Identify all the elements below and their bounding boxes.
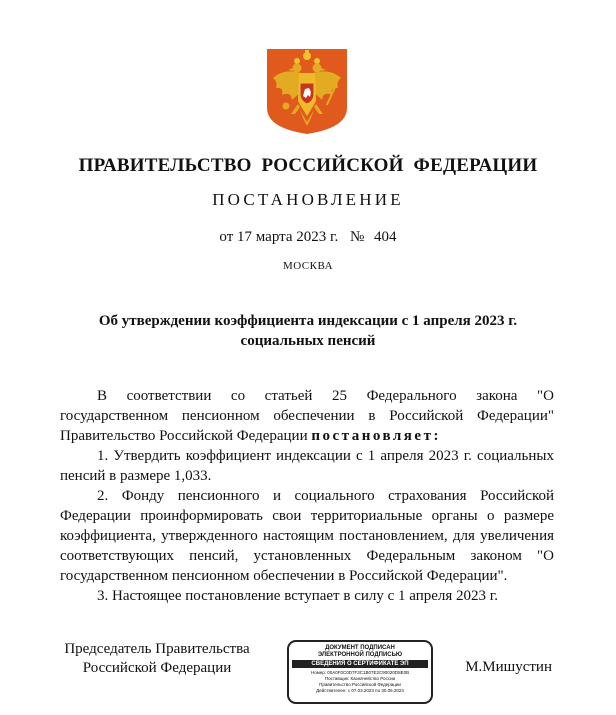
electronic-signature-stamp xyxy=(287,640,433,704)
heading-line-2: социальных пенсий xyxy=(240,333,376,349)
document-type: ПОСТАНОВЛЕНИЕ xyxy=(212,190,404,209)
clause-3: 3. Настоящее постановление вступает в силу с 1 апреля 2023 г. xyxy=(97,588,499,604)
document-date-line xyxy=(0,229,616,246)
position-line-1: Председатель Правительства xyxy=(64,641,250,657)
clause-1: 1. Утвердить коэффициент индексации с 1 апреля 2023 г. социальных пенсий в размере 1,033. xyxy=(60,448,554,484)
stamp-validity: Действителен: с 07.03.2023 по 30.05.2024 xyxy=(316,688,404,693)
government-title: ПРАВИТЕЛЬСТВО РОССИЙСКОЙ ФЕДЕРАЦИИ xyxy=(78,155,538,176)
intro-paragraph xyxy=(60,386,554,446)
stamp-serial: Номер: 00A0F0C0D7F3C1B07E2C90020D8E0B xyxy=(310,670,410,675)
stamp-certificate-bar: СВЕДЕНИЯ О СЕРТИФИКАТЕ ЭП xyxy=(292,660,428,668)
document-city: МОСКВА xyxy=(282,260,334,272)
russian-coat-of-arms-icon xyxy=(264,46,350,136)
document-date: от 17 марта 2023 г. xyxy=(219,229,339,245)
intro-text: В соответствии со статьей 25 Федерального закона "О государственном пенсионном обеспечении в Российской Федерации" Правительство Российской Федерации xyxy=(60,388,554,444)
signatory-name: М.Мишустин xyxy=(465,659,552,675)
signatory-position xyxy=(62,640,252,678)
heading-line-1: Об утверждении коэффициента индексации с 1 апреля 2023 г. xyxy=(98,313,518,329)
stamp-issuer: Поставщик: Казначейство России xyxy=(324,676,396,681)
position-line-2: Российской Федерации xyxy=(82,660,232,676)
stamp-title-2: ЭЛЕКТРОННОЙ ПОДПИСЬЮ xyxy=(317,652,403,658)
document-body xyxy=(60,386,554,606)
stamp-title-1: ДОКУМЕНТ ПОДПИСАН xyxy=(325,645,395,651)
document-heading xyxy=(80,311,536,351)
stamp-owner: Правительство Российской Федерации xyxy=(319,682,401,687)
document-number: № 404 xyxy=(350,229,397,245)
clause-2: 2. Фонду пенсионного и социального страхования Российской Федерации проинформировать свои территориальные органы о размере коэффициента, утвержденного настоящим постановлением, для увеличения соответствующих пенсий, установленных Федеральным законом "О государственном пенсионном обеспечении в Российской Федерации". xyxy=(60,488,554,584)
intro-emphasis: постановляет: xyxy=(311,428,441,444)
